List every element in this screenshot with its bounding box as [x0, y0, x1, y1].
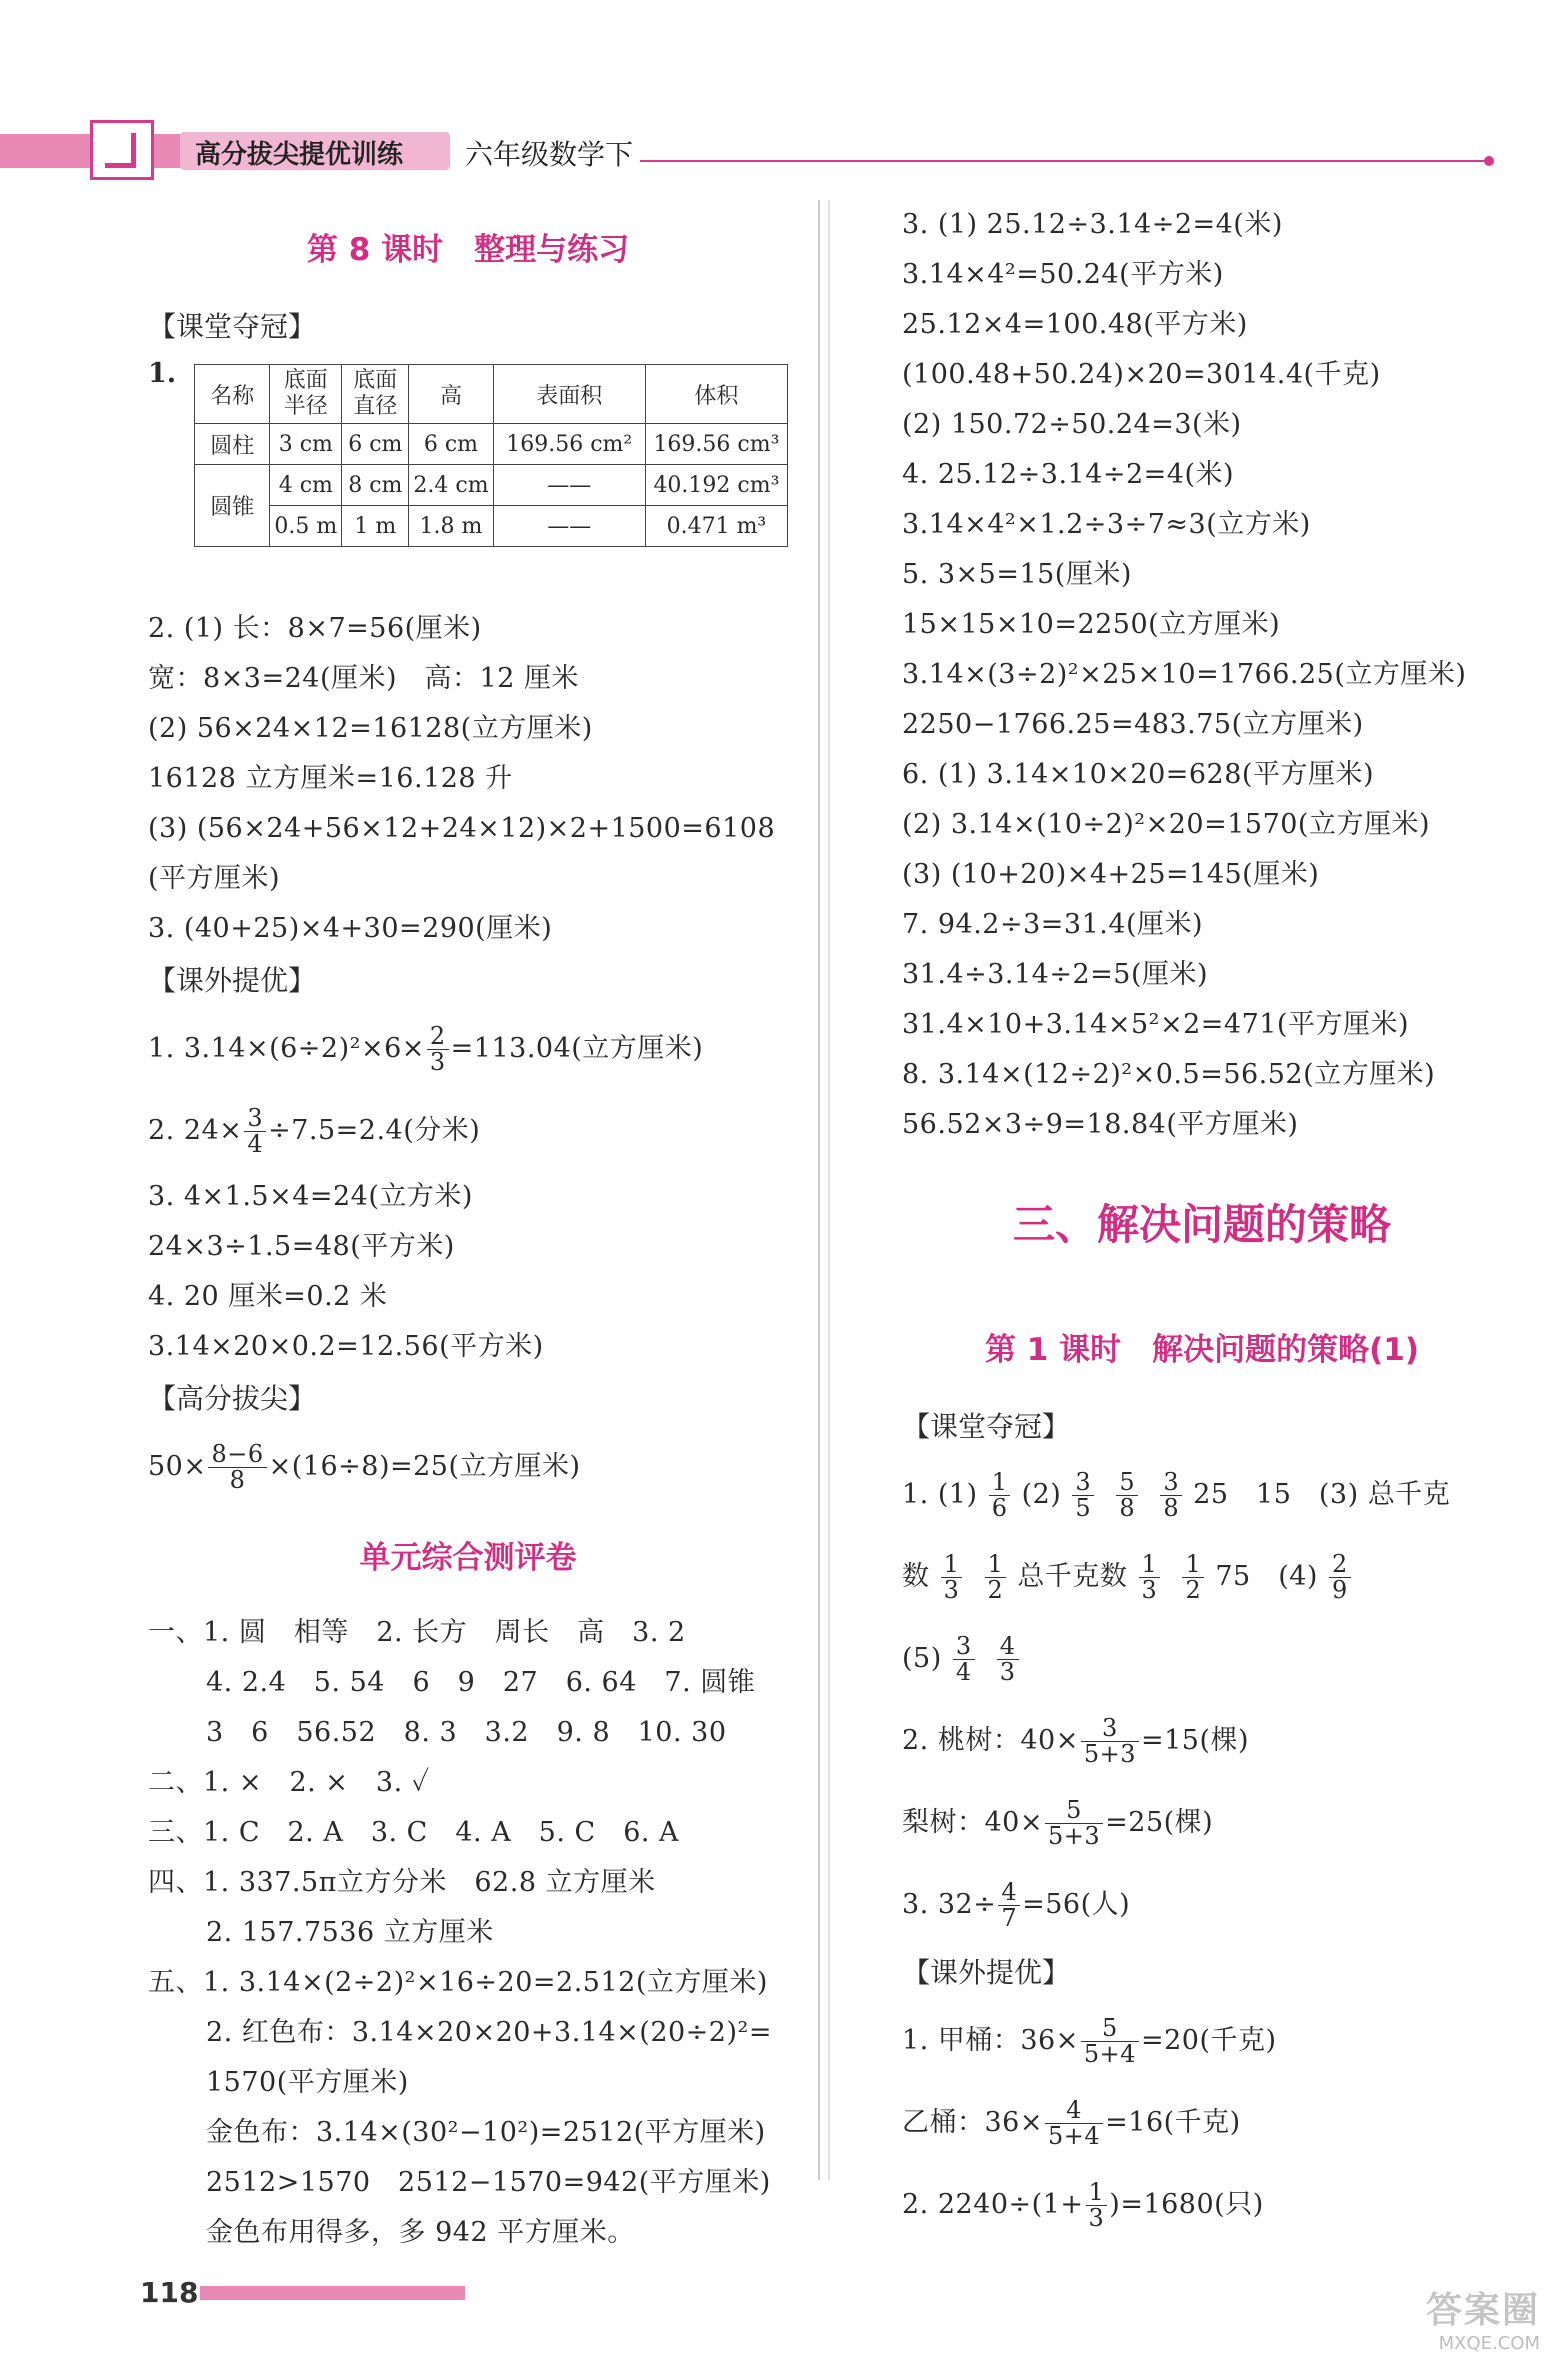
header-dot — [1484, 156, 1494, 166]
answer-line-with-fraction — [902, 1536, 1502, 1618]
right-column — [902, 200, 1502, 2246]
table-cell: 1.8 m — [409, 506, 493, 547]
denominator: 8 — [1119, 1494, 1136, 1522]
expr-text: ×(16÷8)=25(立方厘米) — [268, 1451, 581, 1482]
question-1-table-block — [148, 354, 788, 604]
answer-line: 金色布：3.14×(30²−10²)=2512(平方厘米) — [206, 2117, 766, 2148]
page-number: 118 — [140, 2276, 199, 2309]
table-cell: 4 cm — [270, 465, 342, 506]
watermark-logo — [1390, 2282, 1540, 2354]
answer-line: 3. (40+25)×4+30=290(厘米) — [148, 913, 553, 944]
table-cell: 圆锥 — [195, 465, 270, 547]
answer-line: 2250−1766.25=483.75(立方厘米) — [902, 709, 1364, 740]
expr-text: 1. (1) — [902, 1479, 978, 1510]
answer-line: 1570(平方厘米) — [206, 2067, 409, 2098]
answer-line: 56.52×3÷9=18.84(平方厘米) — [902, 1109, 1299, 1140]
answer-line: 31.4×10+3.14×5²×2=471(平方厘米) — [902, 1009, 1409, 1040]
fraction — [1116, 1467, 1138, 1522]
answer-line: 四、1. 337.5π立方分米 62.8 立方厘米 — [148, 1867, 656, 1898]
numerator: 4 — [998, 1880, 1020, 1906]
table-cell: 2.4 cm — [409, 465, 493, 506]
numerator: 3 — [1072, 1470, 1094, 1496]
fraction — [1045, 1795, 1103, 1850]
answer-line: 二、1. × 2. × 3. ✓ — [148, 1767, 430, 1798]
column-divider — [818, 200, 820, 2180]
expr-text: (2) — [1021, 1479, 1062, 1510]
answer-line-with-fraction — [902, 2000, 1502, 2082]
fraction — [1139, 1549, 1161, 1604]
book-logo-icon — [90, 120, 154, 180]
numerator: 2 — [1329, 1552, 1351, 1578]
section-heading: 【课外提优】 — [902, 1956, 1071, 1989]
fraction — [1329, 1549, 1351, 1604]
column-divider-secondary — [828, 200, 830, 2180]
table-cell: 8 cm — [342, 465, 409, 506]
page-header — [0, 120, 1500, 180]
numerator: 3 — [1160, 1470, 1182, 1496]
fraction — [1086, 2177, 1108, 2232]
numerator: 5 — [1045, 1798, 1103, 1824]
answer-line-with-fraction — [902, 1618, 1502, 1700]
table-header-row — [195, 365, 788, 424]
book-subtitle: 六年级数学下 — [465, 138, 634, 171]
table-cell: 169.56 cm³ — [645, 424, 787, 465]
denominator: 4 — [247, 1130, 264, 1158]
expr-text: (5) — [902, 1643, 942, 1674]
numerator: 1 — [941, 1552, 963, 1578]
answer-line: 3. 4×1.5×4=24(立方米) — [148, 1181, 473, 1212]
denominator: 6 — [991, 1494, 1008, 1522]
fraction — [1182, 1549, 1204, 1604]
table-cell: 3 cm — [270, 424, 342, 465]
expr-text: )=1680(只) — [1109, 2189, 1264, 2220]
table-cell: 圆柱 — [195, 424, 270, 465]
table-cell: 6 cm — [342, 424, 409, 465]
answer-line-with-fraction — [902, 1454, 1502, 1536]
answer-line: 3. (1) 25.12÷3.14÷2=4(米) — [902, 209, 1283, 240]
answer-line: 8. 3.14×(12÷2)²×0.5=56.52(立方厘米) — [902, 1059, 1436, 1090]
answer-line: 金色布用得多，多 942 平方厘米。 — [206, 2217, 635, 2248]
fraction — [989, 1467, 1011, 1522]
answer-line-with-fraction — [902, 1700, 1502, 1782]
answer-line-with-fraction — [902, 2164, 1502, 2246]
answer-line: (100.48+50.24)×20=3014.4(千克) — [902, 359, 1381, 390]
numerator: 3 — [1081, 1716, 1139, 1742]
expr-text: 2. 桃树：40× — [902, 1725, 1079, 1756]
fraction — [998, 1877, 1020, 1932]
answer-line-with-fraction — [902, 1864, 1502, 1946]
section-heading: 【课堂夺冠】 — [148, 310, 317, 343]
answer-line-with-fraction — [902, 2082, 1502, 2164]
answer-line: 2. 157.7536 立方厘米 — [206, 1917, 494, 1948]
section-heading: 【课堂夺冠】 — [902, 1410, 1071, 1443]
answer-line: 五、1. 3.14×(2÷2)²×16÷20=2.512(立方厘米) — [148, 1967, 768, 1998]
expr-text: 总千克数 — [1017, 1561, 1128, 1592]
expr-text: 2. 24× — [148, 1115, 243, 1146]
numerator: 1 — [985, 1552, 1007, 1578]
answer-line: 3.14×(3÷2)²×25×10=1766.25(立方厘米) — [902, 659, 1467, 690]
denominator: 3 — [1088, 2204, 1105, 2232]
expr-text: 数 — [902, 1561, 930, 1592]
denominator: 8 — [229, 1466, 246, 1494]
answer-line: (3) (10+20)×4+25=145(厘米) — [902, 859, 1320, 890]
numerator: 5 — [1081, 2016, 1139, 2042]
expr-text: 梨树：40× — [902, 1807, 1043, 1838]
fraction — [244, 1103, 266, 1158]
fraction — [427, 1021, 449, 1076]
answer-line: 6. (1) 3.14×10×20=628(平方厘米) — [902, 759, 1374, 790]
expr-text: 1. 甲桶：36× — [902, 2025, 1079, 2056]
expr-text: =113.04(立方厘米) — [450, 1033, 704, 1064]
fraction — [208, 1439, 266, 1494]
denominator: 4 — [955, 1658, 972, 1686]
denominator: 3 — [1141, 1576, 1158, 1604]
denominator: 5+3 — [1047, 1822, 1101, 1850]
table-row — [195, 506, 788, 547]
table-cell: 40.192 cm³ — [645, 465, 787, 506]
answer-line: (2) 3.14×(10÷2)²×20=1570(立方厘米) — [902, 809, 1430, 840]
answer-line: 24×3÷1.5=48(平方米) — [148, 1231, 455, 1262]
answer-line: 一、1. 圆 相等 2. 长方 周长 高 3. 2 — [148, 1617, 686, 1648]
expr-text: 75 (4) — [1215, 1561, 1318, 1592]
numerator: 8−6 — [208, 1442, 266, 1468]
table-cell: —— — [493, 465, 645, 506]
answer-line: 16128 立方厘米=16.128 升 — [148, 763, 513, 794]
table-row — [195, 424, 788, 465]
expr-text: =56(人) — [1022, 1889, 1131, 1920]
answer-line: 2512>1570 2512−1570=942(平方厘米) — [206, 2167, 771, 2198]
answer-line: 15×15×10=2250(立方厘米) — [902, 609, 1281, 640]
expr-text: 2. 2240÷(1+ — [902, 2189, 1084, 2220]
answer-line: 3.14×20×0.2=12.56(平方米) — [148, 1331, 544, 1362]
solids-table — [194, 364, 788, 547]
denominator: 3 — [999, 1658, 1016, 1686]
denominator: 5 — [1075, 1494, 1092, 1522]
answer-line: (3) (56×24+56×12+24×12)×2+1500=6108 — [148, 813, 776, 844]
table-header-cell: 高 — [409, 365, 493, 424]
answer-line-with-fraction — [148, 1090, 788, 1172]
watermark-text: 答案圈 — [1425, 2290, 1540, 2331]
table-header-cell: 体积 — [645, 365, 787, 424]
answer-line: 3 6 56.52 8. 3 3.2 9. 8 10. 30 — [206, 1717, 727, 1748]
answer-line: (2) 150.72÷50.24=3(米) — [902, 409, 1242, 440]
table-header-cell: 底面 直径 — [342, 365, 409, 424]
numerator: 2 — [427, 1024, 449, 1050]
expr-text: 3. 32÷ — [902, 1889, 997, 1920]
answer-line: 31.4÷3.14÷2=5(厘米) — [902, 959, 1209, 990]
footer-bar — [200, 2286, 465, 2300]
answer-line: 3.14×4²×1.2÷3÷7≈3(立方米) — [902, 509, 1311, 540]
denominator: 5+3 — [1083, 1740, 1136, 1768]
answer-line: 4. 20 厘米=0.2 米 — [148, 1281, 388, 1312]
answer-line: 5. 3×5=15(厘米) — [902, 559, 1132, 590]
fraction — [1160, 1467, 1182, 1522]
unit-test-title: 单元综合测评卷 — [359, 1540, 577, 1576]
table-header-cell: 底面 半径 — [270, 365, 342, 424]
table-row — [195, 465, 788, 506]
table-cell: 0.5 m — [270, 506, 342, 547]
denominator: 8 — [1163, 1494, 1180, 1522]
answer-line: 2. 红色布：3.14×20×20+3.14×(20÷2)²= — [206, 2017, 772, 2048]
numerator: 1 — [1139, 1552, 1161, 1578]
numerator: 1 — [989, 1470, 1011, 1496]
expr-text: =15(棵) — [1140, 1725, 1250, 1756]
table-cell: —— — [493, 506, 645, 547]
fraction — [997, 1631, 1019, 1686]
answer-line: 4. 2.4 5. 54 6 9 27 6. 64 7. 圆锥 — [206, 1667, 756, 1698]
answer-line-with-fraction — [148, 1008, 788, 1090]
answer-line: 7. 94.2÷3=31.4(厘米) — [902, 909, 1204, 940]
table-cell: 0.471 m³ — [645, 506, 787, 547]
answer-line: 三、1. C 2. A 3. C 4. A 5. C 6. A — [148, 1817, 680, 1848]
answer-line: 3.14×4²=50.24(平方米) — [902, 259, 1224, 290]
table-cell: 1 m — [342, 506, 409, 547]
header-rule — [640, 160, 1490, 162]
numerator: 1 — [1182, 1552, 1204, 1578]
section-heading: 【课外提优】 — [148, 964, 317, 997]
denominator: 3 — [943, 1576, 960, 1604]
fraction — [1081, 1713, 1139, 1768]
table-header-cell: 名称 — [195, 365, 270, 424]
expr-text: 乙桶：36× — [902, 2107, 1043, 2138]
answer-line: 25.12×4=100.48(平方米) — [902, 309, 1248, 340]
numerator: 4 — [1045, 2098, 1103, 2124]
expr-text: =16(千克) — [1105, 2107, 1241, 2138]
question-number: 1. — [148, 358, 177, 389]
fraction — [1072, 1467, 1094, 1522]
fraction — [1045, 2095, 1103, 2150]
watermark-url: MXQE.COM — [1438, 2333, 1540, 2354]
numerator: 3 — [244, 1106, 266, 1132]
denominator: 7 — [1001, 1904, 1018, 1932]
answer-line: (平方厘米) — [148, 863, 281, 894]
numerator: 1 — [1086, 2180, 1108, 2206]
numerator: 3 — [953, 1634, 975, 1660]
denominator: 3 — [429, 1048, 446, 1076]
answer-line: (2) 56×24×12=16128(立方厘米) — [148, 713, 593, 744]
series-title: 高分拔尖提优训练 — [195, 140, 404, 170]
numerator: 5 — [1116, 1470, 1138, 1496]
section-heading: 【高分拔尖】 — [148, 1382, 317, 1415]
answer-line-with-fraction — [902, 1782, 1502, 1864]
denominator: 5+4 — [1047, 2122, 1101, 2150]
numerator: 4 — [997, 1634, 1019, 1660]
lesson-title: 第 1 课时 解决问题的策略(1) — [984, 1332, 1420, 1368]
table-cell: 169.56 cm² — [493, 424, 645, 465]
expr-text: 25 15 (3) 总千克 — [1193, 1479, 1451, 1510]
denominator: 5+4 — [1083, 2040, 1136, 2068]
answer-line: 4. 25.12÷3.14÷2=4(米) — [902, 459, 1235, 490]
chapter-title: 三、解决问题的策略 — [1012, 1200, 1391, 1249]
denominator: 2 — [987, 1576, 1004, 1604]
fraction — [985, 1549, 1007, 1604]
fraction — [953, 1631, 975, 1686]
lesson-title: 第 8 课时 整理与练习 — [306, 232, 630, 268]
denominator: 2 — [1185, 1576, 1202, 1604]
expr-text: 1. 3.14×(6÷2)²×6× — [148, 1033, 425, 1064]
expr-text: =20(千克) — [1140, 2025, 1277, 2056]
answer-line: 2. (1) 长：8×7=56(厘米) — [148, 613, 482, 644]
table-cell: 6 cm — [409, 424, 493, 465]
answer-line: 宽：8×3=24(厘米) 高：12 厘米 — [148, 663, 579, 694]
fraction — [941, 1549, 963, 1604]
expr-text: 50× — [148, 1451, 207, 1482]
fraction — [1081, 2013, 1139, 2068]
answer-line-with-fraction — [148, 1426, 788, 1508]
expr-text: =25(棵) — [1105, 1807, 1214, 1838]
left-column — [148, 200, 788, 2258]
expr-text: ÷7.5=2.4(分米) — [268, 1115, 481, 1146]
table-header-cell: 表面积 — [493, 365, 645, 424]
denominator: 9 — [1332, 1576, 1348, 1604]
